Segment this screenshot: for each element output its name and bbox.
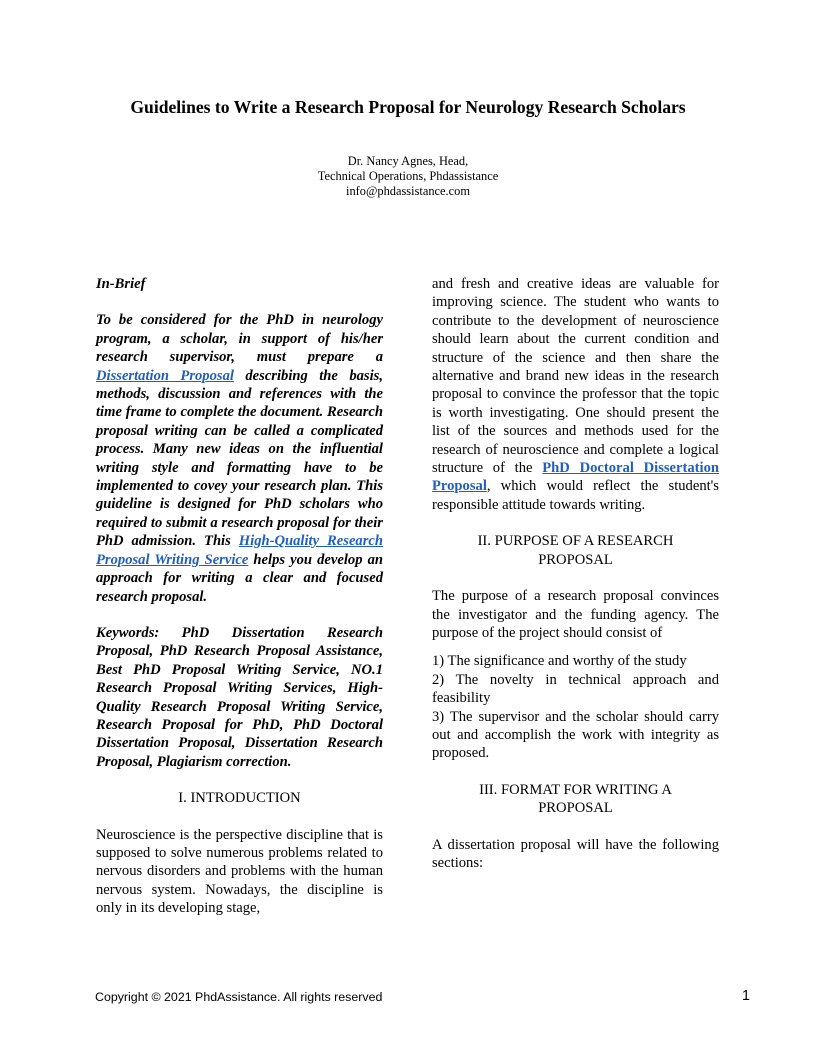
format-text: A dissertation proposal will have the following sections:: [432, 836, 719, 871]
brief-heading: In-Brief: [96, 276, 146, 292]
copyright-footer: Copyright © 2021 PhdAssistance. All rights reserved: [95, 990, 383, 1004]
keywords: Keywords: PhD Dissertation Research Proposal, PhD Research Proposal Assistance, Best PhD Proposal Writing Service, NO.1 Research Proposal Writing Services, High-Quality Research Proposal Writing Service, Research Proposal for PhD, PhD Doctoral Dissertation Proposal, Dissertation Research Proposal, Plagiarism correction.: [96, 624, 383, 770]
author-block: [0, 154, 816, 199]
document-title: Guidelines to Write a Research Proposal for Neurology Research Scholars: [130, 97, 686, 117]
author-name: Dr. Nancy Agnes, Head,: [347, 154, 469, 168]
section-heading-introduction: I. INTRODUCTION: [178, 790, 301, 807]
introduction-text: Neuroscience is the perspective discipline that is supposed to solve numerous problems related to nervous disorders and problems with the human nervous system. Nowadays, the discipline is only in its developing stage,: [96, 826, 383, 917]
purpose-text: The purpose of a research proposal convinces the investigator and the funding agency. The purpose of the project should consist of: [432, 588, 719, 641]
list-item: 1) The significance and worthy of the study: [432, 653, 687, 670]
left-column: [96, 275, 383, 918]
list-item: 2) The novelty in technical approach and feasibility: [432, 671, 719, 707]
author-email: info@phdassistance.com: [346, 184, 470, 198]
page-number: 1: [742, 988, 751, 1004]
brief-text-1: To be considered for the PhD in neurology program, a scholar, in support of his/her research supervisor, must prepare a: [96, 312, 383, 366]
dissertation-proposal-link[interactable]: Dissertation Proposal: [96, 367, 234, 384]
intro-cont-text-2: , which would reflect the student's responsible attitude towards writing.: [432, 478, 719, 513]
phd-doctoral-dissertation-proposal-link[interactable]: PhD Doctoral Dissertation Proposal: [432, 460, 719, 495]
section-heading-format: III. FORMAT FOR WRITING A PROPOSAL: [479, 781, 672, 817]
author-affiliation: Technical Operations, Phdassistance: [317, 169, 499, 183]
section-heading-purpose: II. PURPOSE OF A RESEARCH PROPOSAL: [477, 533, 674, 568]
brief-text-3: helps you develop an approach for writing a clear and focused research proposal.: [96, 551, 383, 605]
brief-paragraph: [96, 311, 383, 606]
intro-cont-text-1: and fresh and creative ideas are valuable for improving science. The student who wants to contribute to the development of neuroscience should learn about the current condition and structure of the science and then share the alternative and brand new ideas in the research proposal to convince the professor that the topic is worth investigating. One should present the list of the sources and methods used for the research of neuroscience and complete a logical structure of the: [432, 276, 719, 477]
research-proposal-service-link[interactable]: High-Quality Research Proposal Writing Service: [96, 533, 383, 568]
introduction-continued: [432, 275, 719, 514]
list-item: 3) The supervisor and the scholar should carry out and accomplish the work with integrity as proposed.: [432, 708, 719, 762]
brief-text-2: describing the basis, methods, discussion and references with the time frame to complete the document. Research proposal writing can be called a complicated process. Many new ideas on the influential writing style and formatting have to be implemented to covey your research plan. This guideline is designed for PhD scholars who required to submit a research proposal for their PhD admission. This: [96, 367, 383, 550]
right-column: [432, 275, 719, 872]
